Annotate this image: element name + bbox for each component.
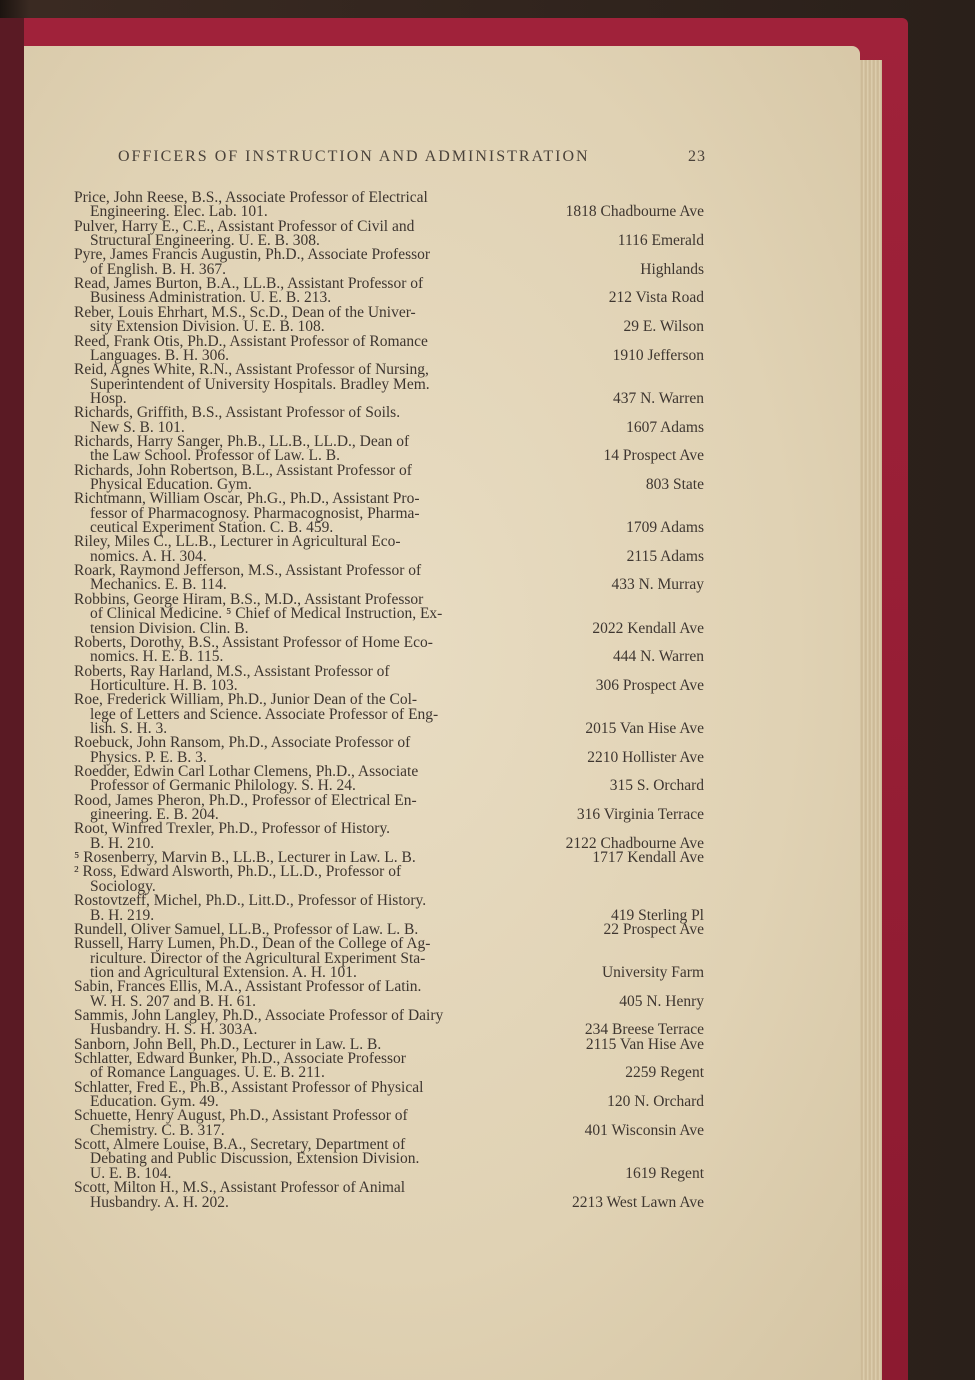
entry-address: 1717 Kendall Ave [592,849,704,866]
entry-text: of Romance Languages. U. E. B. 211. [90,1064,325,1081]
entry-text: Husbandry. H. S. H. 303A. [90,1021,258,1038]
entry-text: Root, Winfred Trexler, Ph.D., Professor of History. [74,820,391,837]
entry-text: W. H. S. 207 and B. H. 61. [90,993,257,1010]
entry-text: tension Division. Clin. B. [90,620,249,637]
running-header [118,148,706,172]
entry-text: Professor of Germanic Philology. S. H. 24. [90,777,356,794]
entry-text: Riley, Miles C., LL.B., Lecturer in Agricultural Eco- [74,533,401,550]
entry-text: Roberts, Dorothy, B.S., Assistant Professor of Home Eco- [74,634,433,651]
entry-address: 419 Sterling Pl [610,907,704,924]
entry-text: Rundell, Oliver Samuel, LL.B., Professor of Law. L. B. [74,921,419,938]
entry-text: the Law School. Professor of Law. L. B. [90,447,340,464]
entry-text: Sanborn, John Bell, Ph.D., Lecturer in Law. L. B. [74,1036,382,1053]
entry-address: 1607 Adams [626,419,704,436]
entry-text: Schlatter, Edward Bunker, Ph.D., Associate Professor [74,1050,406,1067]
entry-text: Sammis, John Langley, Ph.D., Associate Professor of Dairy [74,1007,444,1024]
entry-text: Richards, John Robertson, B.L., Assistant Professor of [74,462,412,479]
entry-text: U. E. B. 104. [90,1165,172,1182]
entry-text: B. H. 210. [90,835,155,852]
book-spine [0,18,24,1380]
entry-address: 405 N. Henry [619,993,704,1010]
entry-text: Reid, Agnes White, R.N., Assistant Professor of Nursing, [74,361,429,378]
header-title: OFFICERS OF INSTRUCTION AND ADMINISTRATION [118,148,590,165]
entry-text: Rostovtzeff, Michel, Ph.D., Litt.D., Professor of History. [74,892,427,909]
entry-line [74,1195,704,1211]
entry-text: gineering. E. B. 204. [90,806,219,823]
entry-address: 2022 Kendall Ave [592,620,704,637]
entry-text: Rood, James Pheron, Ph.D., Professor of Electrical En- [74,792,417,809]
entry-text: Horticulture. H. B. 103. [90,677,238,694]
entry-text: Roedder, Edwin Carl Lothar Clemens, Ph.D., Associate [74,763,419,780]
entry-address: 14 Prospect Ave [603,447,704,464]
entry-text: Business Administration. U. E. B. 213. [90,289,332,306]
entry-address: 2122 Chadbourne Ave [565,835,704,852]
entry-address: 2015 Van Hise Ave [585,720,704,737]
entry-address: 2213 West Lawn Ave [571,1194,704,1211]
entry-text: Husbandry. A. H. 202. [90,1194,229,1211]
entry-text: tion and Agricultural Extension. A. H. 101. [90,964,357,981]
entry-address: 234 Breese Terrace [584,1021,704,1038]
entry-text: of English. B. H. 367. [90,261,227,278]
entry-text: ² Ross, Edward Alsworth, Ph.D., LL.D., Professor of [74,863,402,880]
entry-text: Roark, Raymond Jefferson, M.S., Assistant Professor of [74,562,422,579]
entry-address: 2115 Adams [626,548,704,565]
entry-text: riculture. Director of the Agricultural Experiment Sta- [90,950,426,967]
entry-text: Engineering. Elec. Lab. 101. [90,203,268,220]
entry-text: Scott, Almere Louise, B.A., Secretary, Department of [74,1136,406,1153]
entry-line [74,864,704,880]
entry-text: sity Extension Division. U. E. B. 108. [90,318,325,335]
entry-address: 433 N. Murray [611,576,704,593]
entry-text: Scott, Milton H., M.S., Assistant Professor of Animal [74,1179,406,1196]
entry-address: 2259 Regent [625,1064,704,1081]
entry-address: 401 Wisconsin Ave [584,1122,704,1139]
entry-text: Schuette, Henry August, Ph.D., Assistant Professor of [74,1107,408,1124]
entry-address: 1709 Adams [626,519,704,536]
entry-address: 803 State [645,476,704,493]
entry-address: 444 N. Warren [612,648,704,665]
entry-text: Read, James Burton, B.A., LL.B., Assistant Professor of [74,275,424,292]
entry-text: fessor of Pharmacognosy. Pharmacognosist, Pharma- [90,505,420,522]
entry-text: Debating and Public Discussion, Extension Division. [90,1150,420,1167]
entry-address: 29 E. Wilson [623,318,704,335]
entry-address: 2115 Van Hise Ave [585,1036,704,1053]
entry-text: Hosp. [90,390,127,407]
entry-text: ⁵ Rosenberry, Marvin B., LL.B., Lecturer in Law. L. B. [74,849,416,866]
entry-text: Robbins, George Hiram, B.S., M.D., Assistant Professor [74,591,424,608]
entry-text: Richards, Harry Sanger, Ph.B., LL.B., LL.D., Dean of [74,433,410,450]
entry-text: lish. S. H. 3. [90,720,168,737]
entry-address: Highlands [640,261,704,278]
entry-text: Russell, Harry Lumen, Ph.D., Dean of the College of Ag- [74,935,431,952]
entry-text: Sociology. [90,878,156,895]
entry-text: lege of Letters and Science. Associate Professor of Eng- [90,706,439,723]
entry-text: Physics. P. E. B. 3. [90,749,207,766]
entry-text: Mechanics. E. B. 114. [90,576,227,593]
entry-address: 1116 Emerald [617,232,704,249]
entry-text: Roe, Frederick William, Ph.D., Junior Dean of the Col- [74,691,418,708]
entry-text: B. H. 219. [90,907,155,924]
entry-text: Pulver, Harry E., C.E., Assistant Professor of Civil and [74,218,415,235]
entry-address: 120 N. Orchard [607,1093,704,1110]
entry-text: of Clinical Medicine. ⁵ Chief of Medical Instruction, Ex- [90,605,443,622]
entry-text: Education. Gym. 49. [90,1093,219,1110]
entry-address: 316 Virginia Terrace [576,806,704,823]
entry-text: Schlatter, Fred E., Ph.B., Assistant Professor of Physical [74,1079,424,1096]
entry-text: nomics. A. H. 304. [90,548,207,565]
entry-address: 1619 Regent [625,1165,704,1182]
entry-address: 306 Prospect Ave [595,677,704,694]
entry-text: Reed, Frank Otis, Ph.D., Assistant Professor of Romance [74,333,428,350]
entry-text: Chemistry. C. B. 317. [90,1122,225,1139]
entry-text: New S. B. 101. [90,419,185,436]
entry-text: Price, John Reese, B.S., Associate Professor of Electrical [74,189,428,206]
entry-text: Richtmann, William Oscar, Ph.G., Ph.D., Assistant Pro- [74,490,420,507]
entry-address: 212 Vista Road [608,289,704,306]
entry-address: 315 S. Orchard [609,777,704,794]
entry-address: 2210 Hollister Ave [587,749,704,766]
page-number: 23 [688,148,706,165]
entry-address: University Farm [601,964,704,981]
entry-text: Languages. B. H. 306. [90,347,230,364]
entry-text: ceutical Experiment Station. C. B. 459. [90,519,334,536]
entry-text: Sabin, Frances Ellis, M.A., Assistant Professor of Latin. [74,978,422,995]
entry-text: Physical Education. Gym. [90,476,252,493]
entry-line [74,893,704,909]
entry-text: Reber, Louis Ehrhart, M.S., Sc.D., Dean of the Univer- [74,304,416,321]
entry-text: Pyre, James Francis Augustin, Ph.D., Associate Professor [74,246,431,263]
entry-text: nomics. H. E. B. 115. [90,648,224,665]
entry-text: Richards, Griffith, B.S., Assistant Professor of Soils. [74,404,401,421]
entry-text: Roebuck, John Ransom, Ph.D., Associate Professor of [74,734,411,751]
entry-address: 1910 Jefferson [612,347,704,364]
entry-address: 22 Prospect Ave [603,921,704,938]
entry-text: Roberts, Ray Harland, M.S., Assistant Professor of [74,663,390,680]
entry-address: 1818 Chadbourne Ave [565,203,704,220]
entry-text: Superintendent of University Hospitals. Bradley Mem. [90,376,430,393]
entry-text: Structural Engineering. U. E. B. 308. [90,232,320,249]
entry-address: 437 N. Warren [612,390,704,407]
